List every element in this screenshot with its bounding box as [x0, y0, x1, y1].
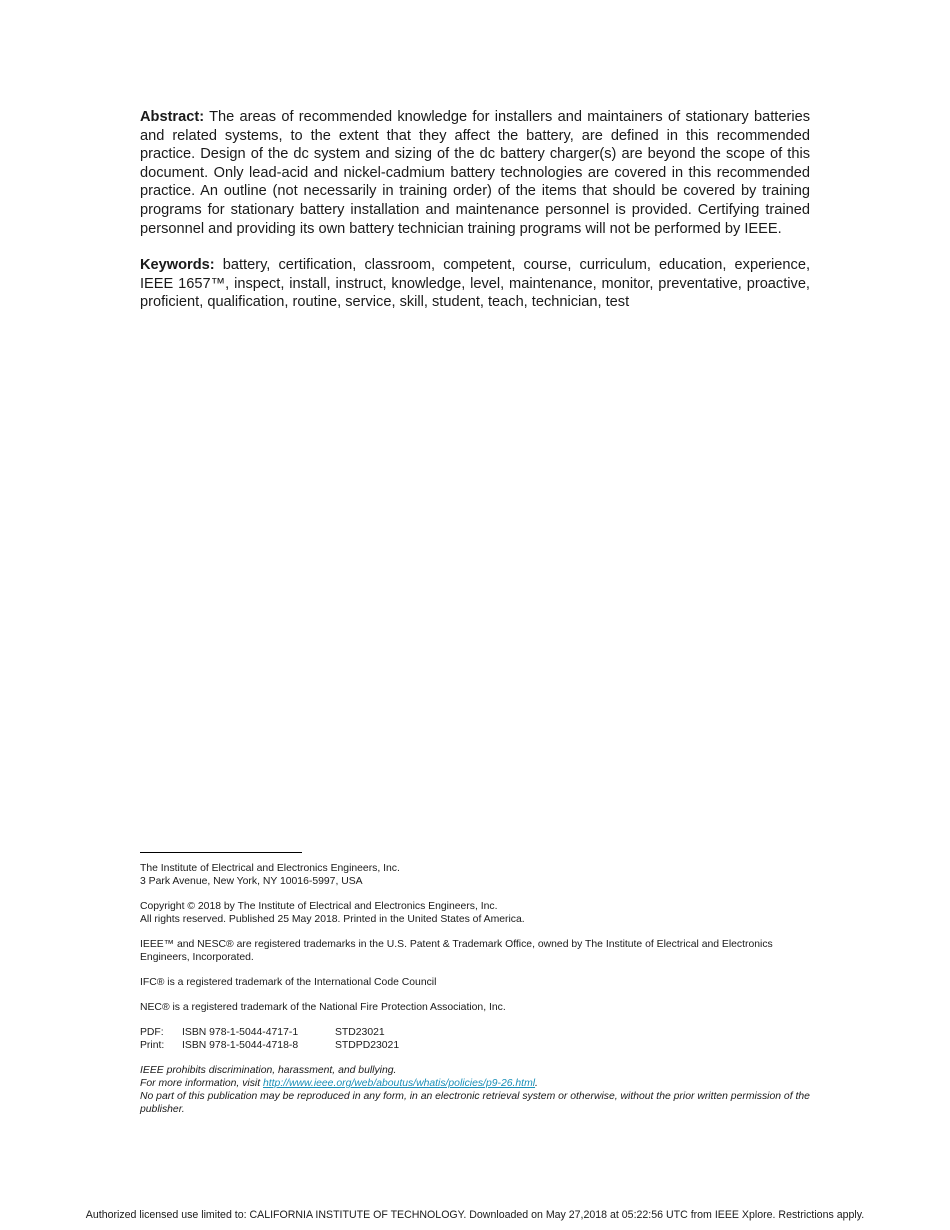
copyright-notice	[140, 900, 812, 926]
copyright-line: Copyright © 2018 by The Institute of Electrical and Electronics Engineers, Inc.	[140, 901, 498, 912]
isbn-table	[140, 1026, 812, 1052]
isbn-number: ISBN 978-1-5044-4718-8	[182, 1040, 299, 1051]
policy-link[interactable]: http://www.ieee.org/web/aboutus/whatis/policies/p9-26.html	[263, 1078, 536, 1089]
keywords-paragraph	[140, 256, 810, 312]
trademark-ifc: IFC® is a registered trademark of the International Code Council	[140, 977, 437, 988]
isbn-row-pdf	[140, 1026, 812, 1039]
publisher-address	[140, 862, 812, 888]
isbn-format-label: Print:	[140, 1040, 165, 1051]
footer-rule	[140, 852, 302, 853]
address-line: 3 Park Avenue, New York, NY 10016-5997, USA	[140, 876, 363, 887]
copyright-footer	[140, 852, 812, 1128]
license-banner: Authorized licensed use limited to: CALIFORNIA INSTITUTE OF TECHNOLOGY. Downloaded on May 27,2018 at 05:22:56 UTC from IEEE Xplore. Restrictions apply.	[85, 1209, 865, 1221]
copyright-line: All rights reserved. Published 25 May 2018. Printed in the United States of America.	[140, 914, 525, 925]
isbn-code: STDPD23021	[335, 1040, 400, 1051]
isbn-row-print	[140, 1039, 812, 1052]
keywords-text: battery, certification, classroom, competent, course, curriculum, education, experience, IEEE 1657™, inspect, install, instruct, knowledge, level, maintenance, monitor, preventative, proactive, proficient, qualification, routine, service, skill, student, teach, technician, test	[140, 257, 810, 311]
keywords-label: Keywords:	[140, 257, 215, 274]
reproduction-notice: No part of this publication may be reproduced in any form, in an electronic retrieval system or otherwise, without the prior written permission of the publisher.	[140, 1091, 810, 1115]
isbn-code: STD23021	[335, 1027, 385, 1038]
address-line: The Institute of Electrical and Electronics Engineers, Inc.	[140, 863, 400, 874]
isbn-format-label: PDF:	[140, 1027, 164, 1038]
policy-info	[140, 1077, 812, 1090]
policy-notice	[140, 1064, 812, 1116]
main-content	[140, 108, 810, 330]
policy-prefix: For more information, visit	[140, 1078, 263, 1089]
abstract-label: Abstract:	[140, 109, 205, 125]
trademark-ieee: IEEE™ and NESC® are registered trademarks in the U.S. Patent & Trademark Office, owned by The Institute of Electrical and Electronics Engineers, Incorporated.	[140, 939, 773, 963]
abstract-text: The areas of recommended knowledge for installers and maintainers of stationary batteries and related systems, to the extent that they affect the battery, are defined in this recommended practice. Design of the dc system and sizing of the dc battery charger(s) are beyond the scope of this document. Only lead-acid and nickel-cadmium battery technologies are covered in this recommended practice. An outline (not necessarily in training order) of the items that should be covered by training programs for stationary battery installation and maintenance personnel is provided. Certifying trained personnel and providing its own battery technician training programs will not be performed by IEEE.	[140, 109, 810, 237]
isbn-number: ISBN 978-1-5044-4717-1	[182, 1027, 299, 1038]
policy-statement: IEEE prohibits discrimination, harassment, and bullying.	[140, 1065, 397, 1076]
policy-suffix: .	[535, 1078, 538, 1089]
abstract-paragraph	[140, 108, 810, 238]
trademark-nec: NEC® is a registered trademark of the National Fire Protection Association, Inc.	[140, 1002, 506, 1013]
